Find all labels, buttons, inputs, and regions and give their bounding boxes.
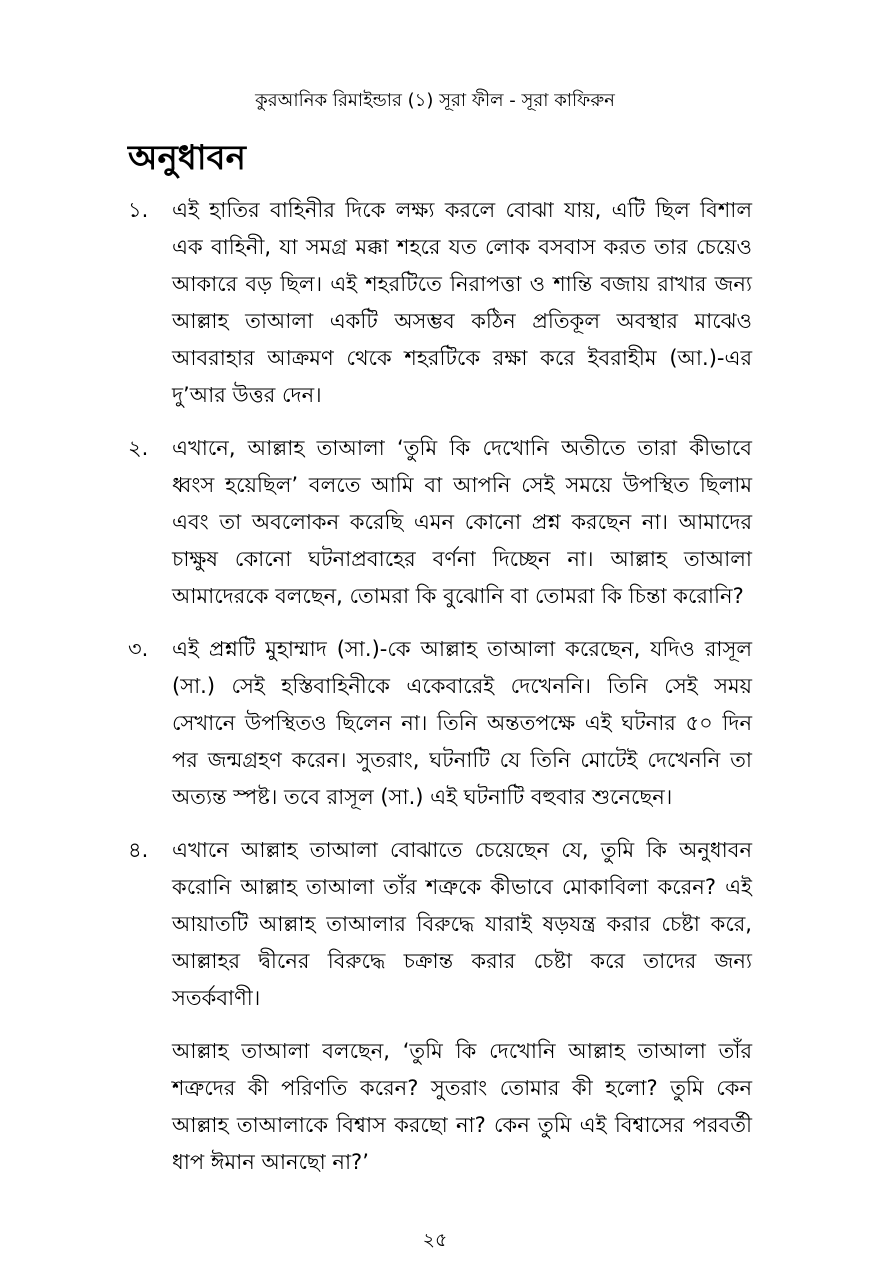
item-paragraph: এখানে, আল্লাহ তাআলা ‘তুমি কি দেখোনি অতীতে তারা কীভাবে ধ্বংস হয়েছিল’ বলতে আমি বা আপনি সেই সময়ে উপস্থিত ছিলাম এবং তা অবলোকন করেছি এমন কোনো প্রশ্ন করছেন না। আমাদের চাক্ষুষ কোনো ঘটনাপ্রবাহের বর্ণনা দিচ্ছেন না। আল্লাহ তাআলা আমাদেরকে বলছেন, তোমরা কি বুঝোনি বা তোমরা কি চিন্তা করোনি? bbox=[172, 436, 752, 608]
list-item-1 bbox=[128, 192, 752, 414]
item-number: ৩. bbox=[128, 637, 149, 661]
list-item-4 bbox=[128, 832, 752, 1181]
list-item-2 bbox=[128, 430, 752, 615]
page-number: ২৫ bbox=[422, 1229, 448, 1251]
item-paragraph: এই প্রশ্নটি মুহাম্মাদ (সা.)-কে আল্লাহ তাআলা করেছেন, যদিও রাসূল (সা.) সেই হস্তিবাহিনীকে একেবারেই দেখেননি। তিনি সেই সময় সেখানে উপস্থিতও ছিলেন না। তিনি অন্ততপক্ষে এই ঘটনার ৫০ দিন পর জন্মগ্রহণ করেন। সুতরাং, ঘটনাটি যে তিনি মোটেই দেখেননি তা অত্যন্ত স্পষ্ট। তবে রাসূল (সা.) এই ঘটনাটি বহুবার শুনেছেন। bbox=[172, 637, 752, 809]
item-paragraph: এখানে আল্লাহ তাআলা বোঝাতে চেয়েছেন যে, তুমি কি অনুধাবন করোনি আল্লাহ তাআলা তাঁর শত্রুকে কীভাবে মোকাবিলা করেন? এই আয়াতটি আল্লাহ তাআলার বিরুদ্ধে যারাই ষড়যন্ত্র করার চেষ্টা করে, আল্লাহর দ্বীনের বিরুদ্ধে চক্রান্ত করার চেষ্টা করে তাদের জন্য সতর্কবাণী। bbox=[172, 838, 752, 1010]
item-number: ১. bbox=[128, 198, 149, 222]
item-number: ২. bbox=[128, 436, 149, 460]
item-number: ৪. bbox=[128, 838, 149, 862]
running-head: কুরআনিক রিমাইন্ডার (১) সূরা ফীল - সূরা কাফিরুন bbox=[255, 90, 615, 111]
item-paragraph: এই হাতির বাহিনীর দিকে লক্ষ্য করলে বোঝা যায়, এটি ছিল বিশাল এক বাহিনী, যা সমগ্র মক্কা শহরে যত লোক বসবাস করত তার চেয়েও আকারে বড় ছিল। এই শহরটিতে নিরাপত্তা ও শান্তি বজায় রাখার জন্য আল্লাহ তাআলা একটি অসম্ভব কঠিন প্রতিকূল অবস্থার মাঝেও আবরাহার আক্রমণ থেকে শহরটিকে রক্ষা করে ইবরাহীম (আ.)-এর দু’আর উত্তর দেন। bbox=[172, 198, 752, 407]
section-title: অনুধাবন bbox=[128, 138, 246, 178]
list-item-3 bbox=[128, 631, 752, 816]
numbered-list bbox=[128, 192, 752, 1197]
item-paragraph-continued: আল্লাহ তাআলা বলছেন, ‘তুমি কি দেখোনি আল্লাহ তাআলা তাঁর শত্রুদের কী পরিণতি করেন? সুতরাং তোমার কী হলো? তুমি কেন আল্লাহ তাআলাকে বিশ্বাস করছো না? কেন তুমি এই বিশ্বাসের পরবর্তী ধাপ ঈমান আনছো না?’ bbox=[172, 1039, 752, 1174]
